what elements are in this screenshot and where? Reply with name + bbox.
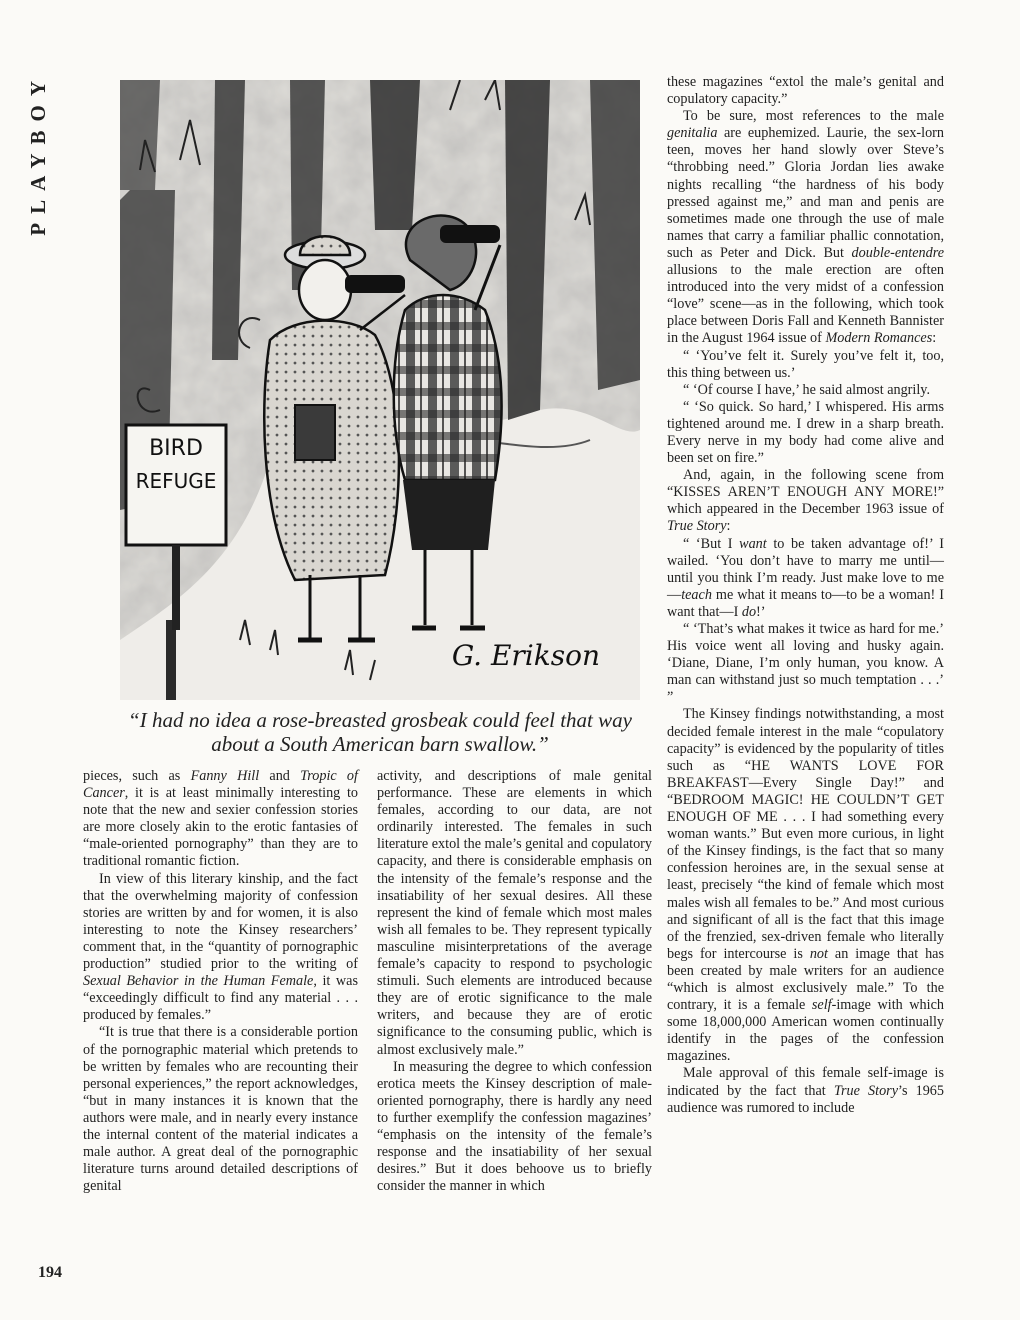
quote-paragraph: “ ‘But I want to be taken advantage of!’ I wailed. ‘You don’t have to marry me until—until you think I’m ready. Just make love to me—teach me what it means to—to be a woman! I want that—I do!’	[667, 535, 945, 620]
column-2	[377, 768, 652, 1195]
cartoon-illustration	[120, 80, 640, 700]
quote-paragraph: “ ‘You’ve felt it. Surely you’ve felt it, too, this thing between us.’	[667, 347, 944, 381]
paragraph: And, again, in the following scene from “KISSES AREN’T ENOUGH ANY MORE!” which appeared in the December 1963 issue of True Story:	[667, 467, 944, 535]
column-1	[83, 768, 358, 1195]
quote-paragraph: “ ‘That’s what makes it twice as hard for me.’ His voice went all loving and husky again. ‘Diane, Diane, I’m only human, you know. A man can withstand just so much temptation . . .’ ”	[667, 621, 944, 706]
paragraph: “It is true that there is a considerable portion of the pornographic material which pretends to be written by females who are recounting their personal experiences,” the report acknowledges, “but in many instances it is known that the authors were male, and in nearly every instance the internal content of the material indicates a male author. A great deal of the pornographic literature turns around detailed descriptions of genital	[83, 1024, 358, 1195]
paragraph: In view of this literary kinship, and the fact that the overwhelming majority of confession stories are written by and for women, it is also interesting to note the Kinsey researchers’ comment that, in the “quantity of pornographic production” studied prior to the writing of Sexual Behavior in the Human Female, it was “exceedingly difficult to find any material . . . produced by females.”	[83, 870, 358, 1024]
column-3	[667, 74, 944, 1117]
paragraph: activity, and descriptions of male genital performance. These are elements in which females, according to our data, are not ordinarily interested. The females in such literature extol the male’s genital and copulatory capacity, and there is considerable emphasis on the intensity of the female’s response and the insatiability of her sexual desires. All these represent the kind of female which most males wish all females to be. They represent typically masculine misinterpretations of the average female’s capacity to respond to psychologic stimuli. Such elements are introduced because they are of erotic significance to the male writers, and because they are of erotic significance to the consuming public, which is almost exclusively male.”	[377, 768, 652, 1058]
sign-text-top: BIRD	[149, 436, 203, 461]
cartoon-caption: “I had no idea a rose-breasted grosbeak could feel that way about a South American barn swallow.”	[128, 708, 632, 756]
paragraph: pieces, such as Fanny Hill and Tropic of Cancer, it is at least minimally interesting to note that the new and sexier confession stories are more closely akin to the erotic fantasies of “male-oriented pornography” than they are to traditional romantic fiction.	[83, 768, 358, 870]
paragraph: To be sure, most references to the male genitalia are euphemized. Laurie, the sex-lorn teen, moves her hand slowly over Steve’s “throbbing need.” Gloria Jordan lies awake nights recalling “the hardness of his body pressed against me,” and man and penis are sometimes made one through the use of male names that carry a familiar phallic connotation, such as Peter and Dick. But double-entendre allusions to the male erection are often introduced into the very midst of a confession “love” scene—as in the following, which took place between Doris Fall and Kenneth Bannister in the August 1964 issue of Modern Romances:	[667, 108, 944, 347]
paragraph: In measuring the degree to which confession erotica meets the Kinsey description of male-oriented pornography, there is hardly any need to further exemplify the confession magazines’ “emphasis on the intensity of the female’s response and the insatiability of her sexual desires.” But it does behoove us to briefly consider the manner in which	[377, 1058, 652, 1195]
page-number: 194	[38, 1264, 62, 1281]
paragraph: these magazines “extol the male’s genital and copulatory capacity.”	[667, 74, 944, 108]
artist-signature: G. Erikson	[451, 639, 600, 672]
quote-paragraph: “ ‘So quick. So hard,’ I whispered. His arms tightened around me. I drew in a sharp breath. Every nerve in my body had come alive and been set on fire.”	[667, 398, 944, 467]
magazine-masthead: PLAYBOY	[26, 72, 50, 236]
paragraph: Male approval of this female self-image is indicated by the fact that True Story’s 1965 audience was rumored to include	[667, 1065, 944, 1116]
paragraph: The Kinsey findings notwithstanding, a most decided female interest in the male “copulatory capacity” is evidenced by the popularity of titles such as “HE WANTS LOVE FOR BREAKFAST—Every Single Day!” and “BEDROOM MAGIC! HE COULDN’T GET ENOUGH OF ME . . . I had something every woman wants.” But even more curious, in light of the Kinsey findings, is the fact that so many confession heroines are, in the sexual sense at least, precisely “the kind of female which most males wish all females to be.” And most curious and significant of all is the fact that this image of the frenzied, sex-driven female who literally begs for intercourse is not an image that has been created by male writers for an audience “which is almost exclusively male.” To the contrary, it is a female self-image with which some 18,000,000 American women continually identify in the pages of the confession magazines.	[667, 706, 944, 1065]
quote-paragraph: “ ‘Of course I have,’ he said almost angrily.	[683, 381, 931, 398]
sign-text-bottom: REFUGE	[135, 469, 217, 493]
